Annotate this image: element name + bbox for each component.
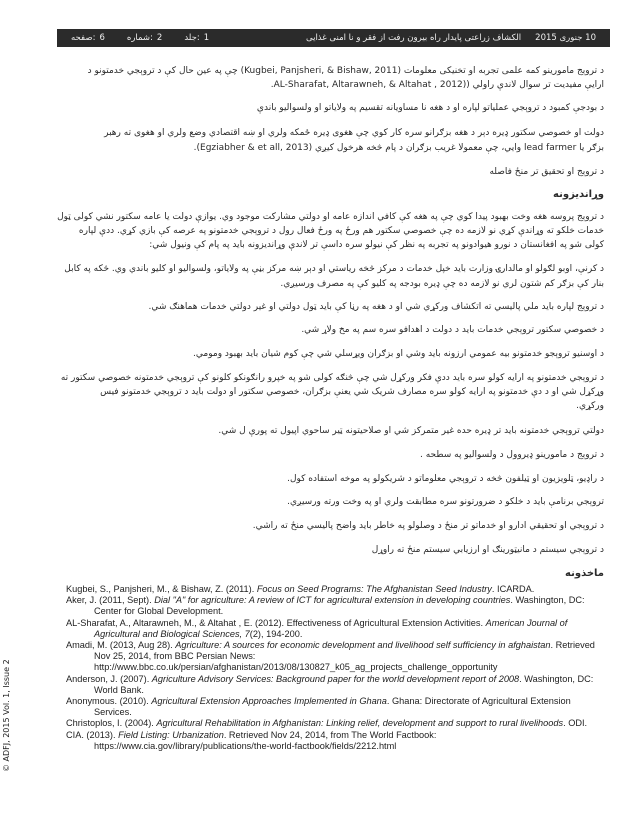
proposal-line: د تروېج د مامورینو ډیروول د ولسوالیو په سطحه . — [420, 450, 604, 460]
proposal-line: د تروېجي او تحقیقي ادارو او خدماتو تر منځ د وصلولو په خاطر باید واضح پالیسي منځ ته راشي. — [252, 521, 604, 531]
issue-label: شماره: — [126, 33, 153, 43]
proposals-heading: وړاندیزونه — [553, 189, 604, 200]
volume-number: 1 — [203, 33, 210, 43]
proposal-line: د تروېجي خدمتونو په ارایه کولو سره باید ددې فکر ورکړل شي چې څنګه کولی شو په خپرو رانګونکو کلونو کې تروېجي خدمتونه خصوصي سکتور ته — [60, 373, 604, 383]
references-heading: ماخذونه — [565, 568, 604, 579]
reference-entry: Christoplos, I. (2004). Agricultural Rehabilitation in Afghanistan: Linking relief, development and support to rural livelihoods. ODI. — [66, 718, 588, 729]
proposal-line: د خصوصي سکتور تروېجي خدمات باید د دولت د اهدافو سره سم په مخ ولاړ شي. — [301, 325, 604, 335]
reference-entry: CIA. (2013). Field Listing: Urbanization. Retrieved Nov 24, 2014, from The World Factbook: https://www.cia.gov/library/publications/the-world-factbook/fields/2212.html — [66, 729, 437, 751]
body-line: دولت او خصوصي سکتور ډیره دېر د هغه بزګرانو سره کار کوي چې هغوی ډیره ځمکه ولري او ښه اقتصادي وضع ولري او هغوی ته رهبر — [104, 128, 604, 138]
issue-number: 2 — [156, 33, 163, 43]
body-line: د تروېج مامورینو کمه علمی تجربه او تخنیکی معلومات (Kugbei, Panjsheri, & Bishaw, 2011) چې په عین حال کې د تروېجي خدمتونو د — [87, 66, 604, 76]
reference-entry: Amadi, M. (2013, Aug 28). Agriculture: A sources for economic development and livelihood self sufficiency in afghaistan. Retrieved Nov 25, 2014, from BBC Persian News: http://www.bbc.co.uk/persian/afghanistan/2013/08/130827_k05_ag_projects_challenge_opportunity — [66, 640, 595, 673]
reference-entry: AL-Sharafat, A., Altarawneh, M., & Altahat , E. (2012). Effectiveness of Agricultural Extension Activities. American Journal of Agricultural and Biological Sciences, 7(2), 194-200. — [66, 617, 568, 639]
body-line: ارایې مفیدیت تر سوال لاندې راولي ((AL-Sharafat, Altarawneh, & Altahat , 2012. — [270, 80, 604, 90]
proposal-line: بنار کې بزګر کم شتون لري نو لازمه ده چې ډیره بودجه په کلیو کې په مصرف ورسیږي. — [280, 279, 604, 289]
body-line: د تروېج او تحقیق تر منځ فاصله — [489, 167, 604, 177]
page-label: صفحه: — [71, 33, 96, 43]
reference-entry: Kugbei, S., Panjsheri, M., & Bishaw, Z. (2011). Focus on Seed Programs: The Afghanistan Seed Industry. ICARDA. — [66, 584, 535, 594]
proposal-line: د کرنې، اوبو لګولو او مالدارۍ وزارت باید خپل خدمات د مرکز څخه ریاستي او دېر ښه مرکز بڼې په ولایاتو، ولسوالیو او کلیو باندي وي. څکه په کابل — [64, 264, 604, 274]
header-title: الکشاف زراعتی پایدار راه بیرون رفت از فقر و نا امنی غذایی — [306, 33, 522, 43]
references-list — [66, 584, 606, 752]
body-line: د بودجې کمبود د تروېجي عملیاتو لپاره او د هغه نا مساویانه تقسیم په ولایاتو او ولسوالیو باندې — [256, 103, 604, 113]
body-line: بزګر یا lead farmer وایي، چې معمولا غریب بزګران د پام څخه هرخول کیږي (Egziabher & et all, 2013). — [193, 143, 604, 153]
volume-label: جلد: — [184, 33, 200, 43]
reference-entry: Aker, J. (2011, Sept). Dial "A" for agriculture: A review of ICT for agricultural extension in developing countries. Washington, DC: Center for Global Development. — [66, 595, 585, 617]
copyright-sidebar: © ADFJ, 2015 Vol. 1, Issue 2 — [2, 659, 11, 772]
proposal-line: د تروېج پروسه هغه وخت بهبود پیدا کوي چې په هغه کې کافي اندازه عامه او دولتي مشارکت موجود وي. یوازې دولت یا عامه سکتور نشي کولی ټول — [57, 212, 604, 222]
proposal-line: د تروېجي سیستم د مانیټورینګ او ارزیابي سیستم منځ ته راوړل — [371, 545, 604, 555]
proposal-line: تروېجي برنامې باید د خلکو د ضرورتونو سره مطابقت ولري او په وخت ورته ورسیږي. — [287, 497, 604, 507]
proposal-line: خدمات خلکو ته وړاندې کړي نو لازمه ده چې خصوصي سکتور هم ورځ په ورځ فعال رول د تروېجي خدمتونو په عرصه کې بازي کړي. ددې لپاره — [78, 226, 604, 236]
proposal-line: د تروېج لپاره باید ملي پالیسي ته اتکشاف ورکړي شي او د هغه په رڼا کې باید ټول دولتي او غیر دولتي خدمات هماهنګ شي. — [148, 302, 604, 312]
proposal-line: د راډیو، ټلویزیون او ټیلفون څخه د تروېجي معلوماتو د شریکولو په موخه استفاده کول. — [287, 474, 604, 484]
header-date: 10 جنوری 2015 — [535, 33, 596, 43]
proposal-line: ورکړي. — [576, 401, 604, 411]
proposal-line: کولی شو په افغانستان د نورو هیوادونو په تجربه په نظر کې نیولو سره داسې تر لاندې وړاندیزونه باید په پام کې ونیول شي: — [149, 240, 604, 250]
proposal-line: وړکړل شي او د دې خدمتونو په ارایه کولو سره مصارف شریک شي یعنې بزګران، خصوصي سکتور او دولت باید د تروېجي خدمتونو فیس — [100, 387, 604, 397]
proposal-line: دولتي تروېجي خدمتونه باید تر ډیره حده غیر متمرکز شي او صلاحیتونه ټیر ساحوي اپیول ته پورې ل شي. — [218, 426, 604, 436]
reference-entry: Anonymous. (2010). Agricultural Extension Approaches Implemented in Ghana. Ghana: Directorate of Agricultural Extension Services. — [66, 696, 571, 718]
reference-entry: Anderson, J. (2007). Agriculture Advisory Services: Background paper for the world development report of 2008. Washington, DC: World Bank. — [66, 673, 594, 695]
journal-header-bar — [57, 29, 610, 47]
proposal-line: د اوسنیو تروېجو خدمتونو بیه عمومي ارزونه باید وشي او بزګران ویړسلي شي چې کوم شیان باید بهبود ومومي. — [193, 349, 604, 359]
page-number: 6 — [99, 33, 105, 43]
